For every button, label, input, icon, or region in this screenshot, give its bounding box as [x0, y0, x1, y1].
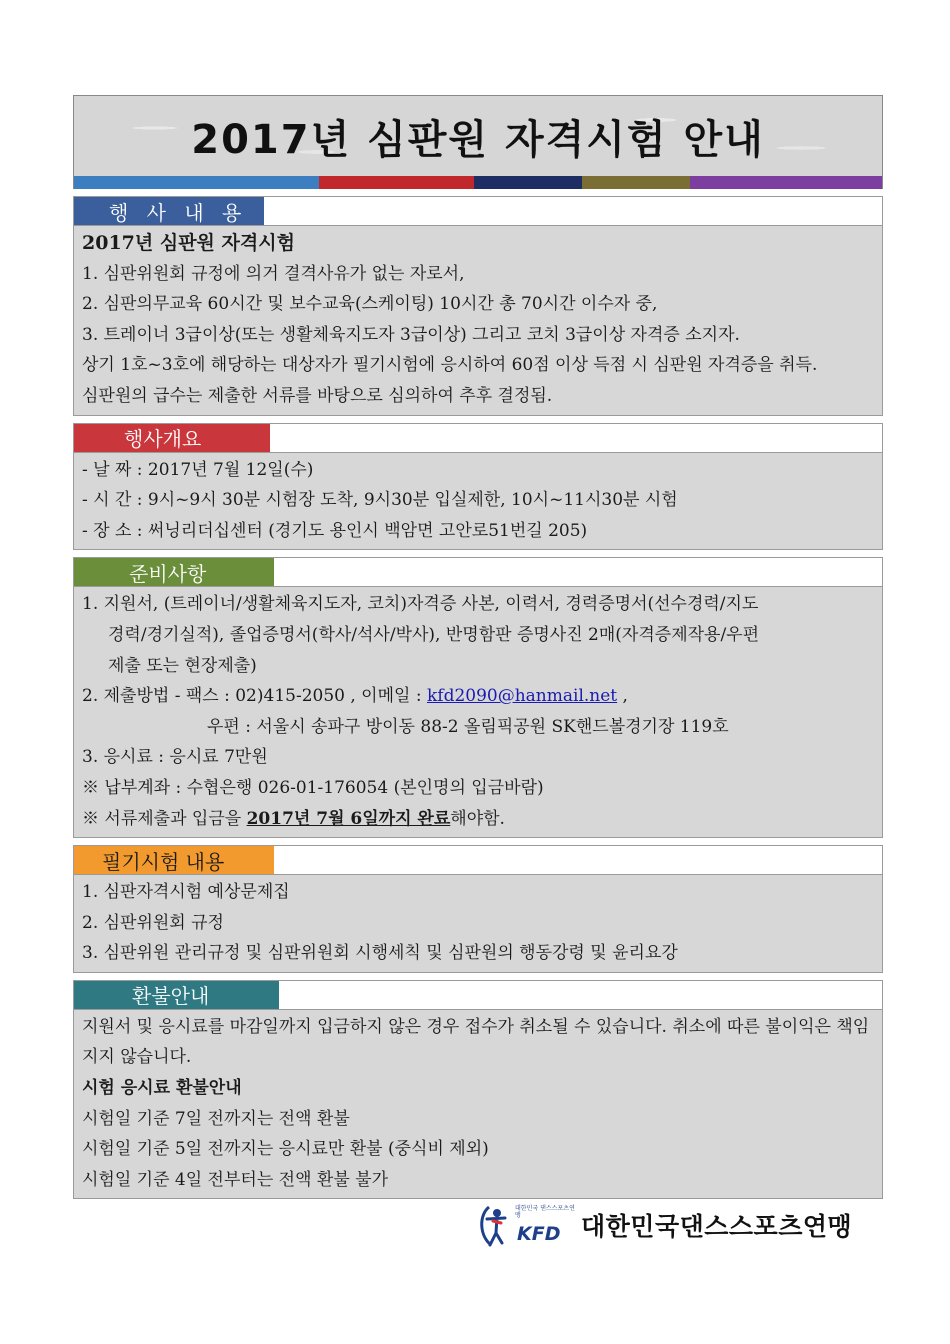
section-preparation-header: [73, 557, 883, 587]
section-tab-written-exam: 필기시험 내용: [74, 846, 274, 874]
prep-item-1-cont: 제출 또는 현장제출): [108, 655, 257, 676]
section-overview-header: [73, 423, 883, 453]
section-tab-overview: 행사개요: [74, 424, 270, 452]
deadline-suffix: 해야함.: [450, 808, 505, 829]
event-heading: 2017년 심판원 자격시험: [82, 232, 295, 254]
overview-place: - 장 소 : 써닝리더십센터 (경기도 용인시 백암면 고안로51번길 205): [82, 520, 588, 541]
section-refund-header: [73, 980, 883, 1010]
event-line: 3. 트레이너 3급이상(또는 생활체육지도자 3급이상) 그리고 코치 3급이상 자격증 소지자.: [82, 324, 740, 345]
section-written-exam-header: [73, 845, 883, 875]
prep-item-2: [82, 681, 874, 712]
prep-item-1: 1. 지원서, (트레이너/생활체육지도자, 코치)자격증 사본, 이력서, 경력증명서(선수경력/지도: [82, 594, 759, 615]
section-tab-refund: 환불안내: [74, 981, 279, 1009]
section-preparation-body: [73, 587, 883, 838]
page-title: 2017년 심판원 자격시험 안내: [191, 116, 765, 163]
refund-rule: 시험일 기준 5일 전까지는 응시료만 환불 (중식비 제외): [82, 1139, 489, 1160]
refund-rule: 시험일 기준 7일 전까지는 전액 환불: [82, 1108, 350, 1129]
stripe-red: [319, 176, 474, 189]
refund-heading: 시험 응시료 환불안내: [82, 1078, 242, 1099]
prep-item-1-cont: 경력/경기실적), 졸업증명서(학사/석사/박사), 반명함판 증명사진 2매(자격증제작용/우편: [108, 624, 760, 645]
refund-intro: 지원서 및 응시료를 마감일까지 입금하지 않은 경우 접수가 취소될 수 있습니다. 취소에 따른 불이익은 책임지지 않습니다.: [82, 1016, 870, 1068]
kfd-logo: [475, 1201, 575, 1249]
prep-note-deadline: [82, 804, 874, 835]
section-tab-preparation: 준비사항: [74, 558, 274, 586]
prep-item-2-suffix: ,: [617, 686, 628, 707]
email-link[interactable]: kfd2090@hanmail.net: [426, 686, 618, 707]
stripe-olive: [582, 176, 690, 189]
section-event-content-body: [73, 226, 883, 416]
refund-rule: 시험일 기준 4일 전부터는 전액 환불 불가: [82, 1169, 388, 1190]
prep-item-3: 3. 응시료 : 응시료 7만원: [82, 747, 268, 768]
stripe-blue: [74, 176, 319, 189]
exam-item: 2. 심판위원회 규정: [82, 912, 224, 933]
exam-item: 1. 심판자격시험 예상문제집: [82, 882, 290, 903]
notice-document: [73, 95, 883, 1199]
title-banner: [73, 95, 883, 176]
deadline-highlight: 2017년 7월 6일까지 완료: [246, 808, 451, 829]
prep-note-account: ※ 납부계좌 : 수협은행 026-01-176054 (본인명의 입금바람): [82, 777, 544, 798]
section-written-exam-body: [73, 875, 883, 973]
prep-item-2-prefix: 2. 제출방법 - 팩스 : 02)415-2050 , 이메일 :: [82, 686, 427, 707]
stripe-navy: [474, 176, 582, 189]
overview-date: - 날 짜 : 2017년 7월 12일(수): [82, 459, 314, 480]
event-line: 2. 심판의무교육 60시간 및 보수교육(스케이팅) 10시간 총 70시간 이수자 중,: [82, 294, 658, 315]
section-refund-body: [73, 1010, 883, 1200]
footer: [475, 1200, 885, 1250]
overview-time: - 시 간 : 9시~9시 30분 시험장 도착, 9시30분 입실제한, 10시~11시30분 시험: [82, 490, 678, 511]
exam-item: 3. 심판위원 관리규정 및 심판위원회 시행세칙 및 심판원의 행동강령 및 윤리요강: [82, 943, 678, 964]
logo-small-text: 대한민국 댄스스포츠연맹: [515, 1205, 575, 1219]
prep-item-2-cont: 우편 : 서울시 송파구 방이동 88-2 올림픽공원 SK핸드볼경기장 119호: [207, 716, 729, 737]
section-tab-event-content: 행 사 내 용: [74, 197, 264, 225]
event-line: 상기 1호~3호에 해당하는 대상자가 필기시험에 응시하여 60점 이상 득점 시 심판원 자격증을 취득.: [82, 355, 818, 376]
section-event-content-header: [73, 196, 883, 226]
org-name: 대한민국댄스스포츠연맹: [581, 1212, 853, 1241]
stripe-purple: [690, 176, 882, 189]
event-line: 1. 심판위원회 규정에 의거 결격사유가 없는 자로서,: [82, 263, 465, 284]
section-overview-body: [73, 453, 883, 551]
deadline-prefix: ※ 서류제출과 입금을: [82, 808, 247, 829]
event-line: 심판원의 급수는 제출한 서류를 바탕으로 심의하여 추후 결정됨.: [82, 385, 553, 406]
logo-text: KFD: [517, 1223, 561, 1245]
color-stripe: [73, 176, 883, 189]
